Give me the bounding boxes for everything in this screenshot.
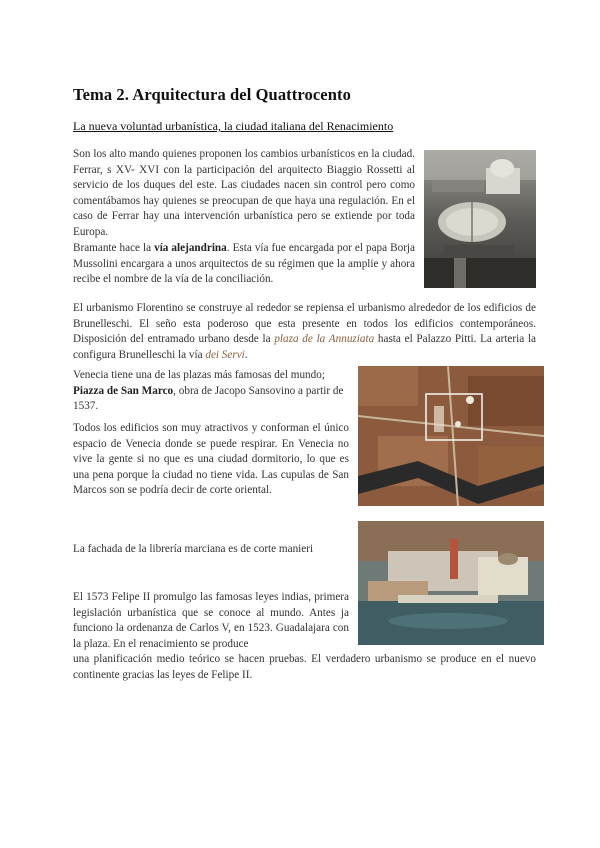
- via-alejandrina-term: vía alejandrina: [154, 242, 227, 254]
- paragraph-ferrara: Son los alto mando quienes proponen los cambios urbanísticos en la ciudad. Ferrar, s XV- XVI con la participación del arquitecto Biaggio Rossetti al servicio de los duques del este. Las ciudades nacen sin control pero como comentábamos hay quienes se preocupan de que haya una regulación. En el caso de Ferrar hay una intervención urbanística pero se extiende por toda Europa.: [73, 148, 415, 238]
- paragraph-florence: El urbanismo Florentino se construye al rededor se repiensa el urbanismo alrededor de los edificios de Brunelleschi. El seño esta poderoso que esta presente en todos los edificios contemporáneos. Disposición del entramado urbano desde la plaza de la Annuziata hasta el Palazzo Pitti. La arteria la configura Brunelleschi la vía dei Servi.: [73, 302, 536, 361]
- paragraph-venice-buildings: Todos los edificios son muy atractivos y conforman el único espacio de Venecia donde se puede respirar. En Venecia no vive la gente si no que es una ciudad dormitorio, lo que es una pena porque la ciudad no tiene vida. Las cupulas de San Marcos son se podría decir de corte oriental.: [73, 422, 349, 497]
- page-title: Tema 2. Arquitectura del Quattrocento: [73, 85, 351, 104]
- san-marco-aerial-photo: [358, 521, 544, 645]
- paragraph-leyes-indias: El 1573 Felipe II promulgo las famosas leyes indias, primera legislación urbanística que se conoce al mundo. Antes ja funciono la ordenanza de Carlos V, en 1523. Guadalajara con la plaza. En el renacimiento se produce: [73, 591, 349, 650]
- st-peters-aerial-photo: [424, 150, 536, 288]
- section-subtitle: La nueva voluntad urbanística, la ciudad italiana del Renacimiento: [73, 119, 394, 133]
- paragraph-libreria: La fachada de la librería marciana es de corte manieri: [73, 543, 314, 555]
- piazza-san-marco-term: Piazza de San Marco: [73, 384, 174, 397]
- paragraph-venice-piazza: Venecia tiene una de las plazas más famosas del mundo; Piazza de San Marco, obra de Jacopo Sansovino a partir de 1537.: [73, 369, 344, 413]
- paragraph-felipe-ii: una planificación medio teórico se hacen pruebas. El verdadero urbanismo se produce en el nuevo continente gracias las leyes de Felipe II.: [73, 653, 536, 681]
- florence-aerial-photo: [358, 366, 544, 506]
- paragraph-bramante: Bramante hace la vía alejandrina. Esta vía fue encargada por el papa Borja Mussolini encargara a unos arquitectos de su régimen que la amplie y ahora recibe el nombre de la vía de la conciliación.: [73, 242, 415, 286]
- dei-servi-term: dei Servi: [205, 348, 245, 361]
- annunziata-term: plaza de la Annuziata: [274, 333, 375, 346]
